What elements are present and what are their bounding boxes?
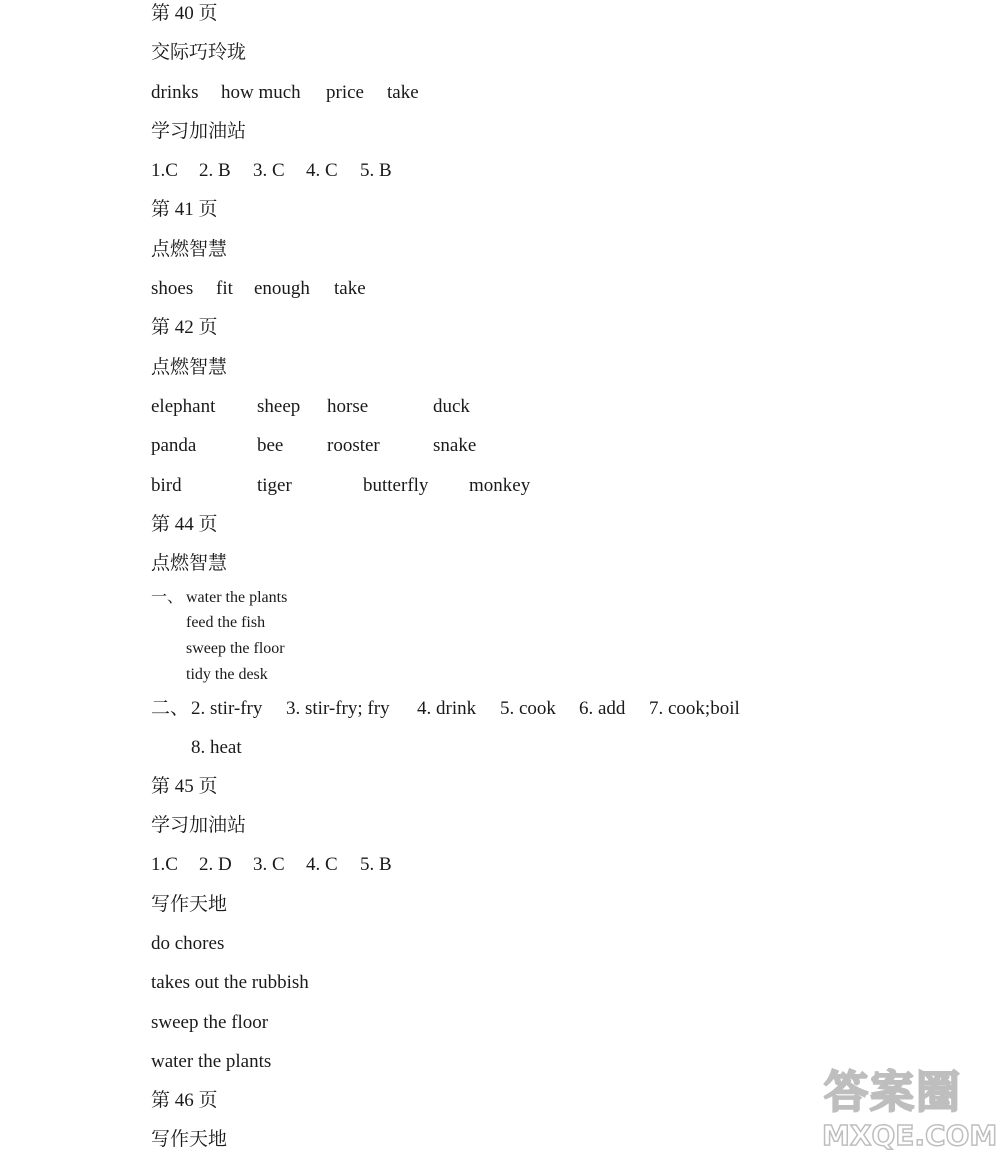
vocab-word: shoes: [151, 278, 194, 299]
cooking-answer: 2. stir-fry: [191, 698, 263, 719]
chore-item: tidy the desk: [186, 666, 268, 683]
grid-word: duck: [433, 396, 470, 417]
grid-word: panda: [151, 435, 197, 456]
vocab-word: how much: [221, 82, 301, 103]
grid-word: sheep: [257, 396, 301, 417]
vocab-word: fit: [216, 278, 233, 299]
watermark-domain: MXQE.COM: [822, 1119, 998, 1152]
answer-item: 4. C: [306, 160, 338, 181]
vocab-word: take: [387, 82, 419, 103]
section-title-writing: 写作天地: [151, 894, 228, 915]
watermark-logo-text: 答案圈: [824, 1067, 962, 1118]
section-title-study-station: 学习加油站: [151, 815, 247, 836]
cooking-answer: 8. heat: [191, 737, 242, 758]
cooking-answer: 6. add: [579, 698, 626, 719]
writing-line: sweep the floor: [151, 1012, 269, 1033]
section-title-writing: 写作天地: [151, 1129, 228, 1150]
section-title-study-station: 学习加油站: [151, 121, 247, 142]
answer-item: 2. B: [199, 160, 231, 181]
grid-word: horse: [327, 396, 369, 417]
answer-item: 5. B: [360, 160, 392, 181]
chore-item: water the plants: [186, 589, 288, 606]
cooking-answer: 4. drink: [417, 698, 477, 719]
page-heading-40: 第 40 页: [151, 3, 218, 24]
page-heading-46: 第 46 页: [151, 1090, 218, 1111]
grid-word: snake: [433, 435, 477, 456]
writing-line: takes out the rubbish: [151, 972, 309, 993]
page-heading-42: 第 42 页: [151, 317, 218, 338]
answer-item: 5. B: [360, 854, 392, 875]
page-heading-44: 第 44 页: [151, 514, 218, 535]
vocab-word: take: [334, 278, 366, 299]
part-two-label: 二、: [151, 698, 190, 719]
part-one-label: 一、: [151, 589, 184, 606]
cooking-answer: 5. cook: [500, 698, 556, 719]
section-title-communication: 交际巧玲珑: [151, 42, 247, 63]
writing-line: water the plants: [151, 1051, 272, 1072]
page-heading-41: 第 41 页: [151, 199, 218, 220]
answer-item: 3. C: [253, 160, 285, 181]
vocab-word: drinks: [151, 82, 199, 103]
site-watermark: [818, 1068, 996, 1154]
section-title-wisdom: 点燃智慧: [151, 239, 228, 260]
answer-item: 1.C: [151, 160, 178, 181]
chore-item: sweep the floor: [186, 640, 285, 657]
cooking-answer: 7. cook;boil: [649, 698, 740, 719]
grid-word: elephant: [151, 396, 216, 417]
cooking-answer: 3. stir-fry; fry: [286, 698, 390, 719]
section-title-wisdom: 点燃智慧: [151, 553, 228, 574]
vocab-word: enough: [254, 278, 310, 299]
grid-word: rooster: [327, 435, 380, 456]
grid-word: bird: [151, 475, 182, 496]
page-heading-45: 第 45 页: [151, 776, 218, 797]
answer-item: 4. C: [306, 854, 338, 875]
grid-word: tiger: [257, 475, 292, 496]
writing-line: do chores: [151, 933, 225, 954]
section-title-wisdom: 点燃智慧: [151, 357, 228, 378]
answer-item: 3. C: [253, 854, 285, 875]
grid-word: bee: [257, 435, 284, 456]
grid-word: monkey: [469, 475, 531, 496]
chore-item: feed the fish: [186, 614, 266, 631]
answer-item: 2. D: [199, 854, 232, 875]
answer-item: 1.C: [151, 854, 178, 875]
vocab-word: price: [326, 82, 364, 103]
grid-word: butterfly: [363, 475, 429, 496]
